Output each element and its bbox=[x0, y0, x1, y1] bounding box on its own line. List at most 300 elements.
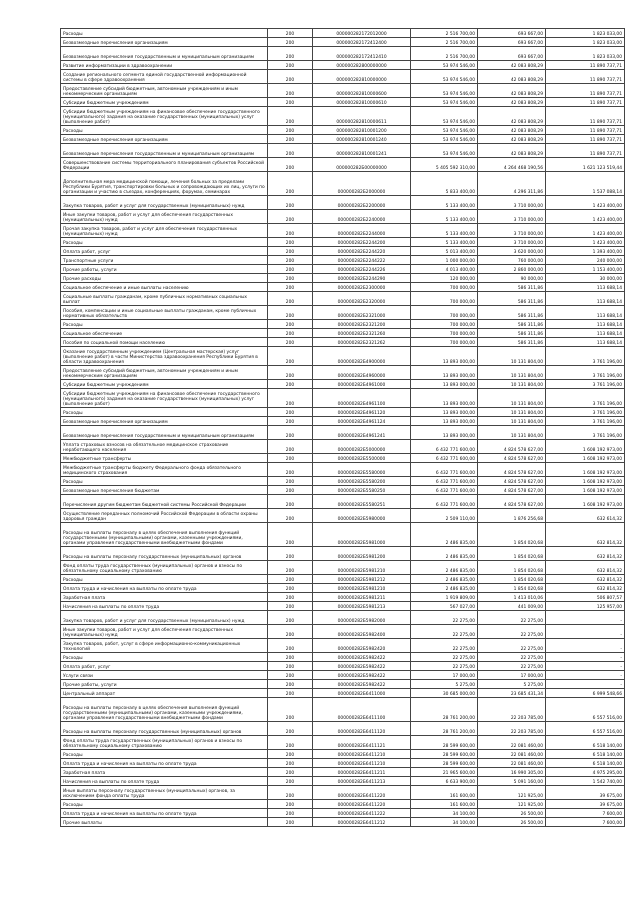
cell-gr: 200 bbox=[268, 561, 313, 575]
cell-b: 693 667,00 bbox=[478, 29, 546, 38]
cell-c: 125 957,00 bbox=[546, 602, 625, 611]
table-row bbox=[61, 84, 625, 98]
cell-b: 1 854 020,68 bbox=[478, 547, 546, 561]
cell-c: 11 890 737,71 bbox=[546, 70, 625, 84]
cell-gr: 200 bbox=[268, 759, 313, 768]
budget-report-sheet bbox=[60, 28, 622, 827]
cell-code: 000000282Б4900000 bbox=[313, 347, 411, 366]
cell-b: 22 275,00 bbox=[478, 653, 546, 662]
cell-b: 10 131 804,00 bbox=[478, 380, 546, 389]
cell-b: 1 854 020,68 bbox=[478, 523, 546, 547]
cell-name: Прочая закупка товаров, работ и услуг для обеспечения государственных (муниципальных) нужд bbox=[61, 224, 268, 238]
cell-a: 28 599 600,00 bbox=[411, 750, 478, 759]
cell-name: Субсидии бюджетным учреждениям на финансовое обеспечение государственного (муниципального) задания на оказание государственных (муниципальных) услуг (выполнение работ) bbox=[61, 107, 268, 126]
cell-b: 586 311,86 bbox=[478, 329, 546, 338]
cell-b: 22 203 785,00 bbox=[478, 722, 546, 736]
cell-name: Предоставление субсидий бюджетным, автономным учреждениям и иным некоммерческим организациям bbox=[61, 366, 268, 380]
cell-a: 5 275,00 bbox=[411, 680, 478, 689]
cell-gr: 200 bbox=[268, 777, 313, 786]
cell-c: 30 000,00 bbox=[546, 274, 625, 283]
cell-name: Прочие работы, услуги bbox=[61, 680, 268, 689]
cell-a: 34 100,00 bbox=[411, 809, 478, 818]
cell-name: Расходы bbox=[61, 408, 268, 417]
cell-gr: 200 bbox=[268, 256, 313, 265]
cell-code: 000000282Б5981212 bbox=[313, 575, 411, 584]
table-row bbox=[61, 61, 625, 70]
cell-a: 5 405 592 310,00 bbox=[411, 158, 478, 172]
cell-name: Прочие выплаты bbox=[61, 818, 268, 827]
cell-a: 6 432 771 600,00 bbox=[411, 477, 478, 486]
cell-gr: 200 bbox=[268, 653, 313, 662]
cell-a: 2 486 835,00 bbox=[411, 547, 478, 561]
cell-gr: 200 bbox=[268, 408, 313, 417]
table-row bbox=[61, 238, 625, 247]
cell-a: 28 599 600,00 bbox=[411, 736, 478, 750]
cell-name: Расходы bbox=[61, 238, 268, 247]
cell-code: 000000282Б4960000 bbox=[313, 366, 411, 380]
cell-a: 4 013 400,00 bbox=[411, 265, 478, 274]
cell-c: 506 807,57 bbox=[546, 593, 625, 602]
cell-b: 121 925,00 bbox=[478, 786, 546, 800]
cell-code: 000000282810000600 bbox=[313, 84, 411, 98]
cell-code: 000000282Б4961120 bbox=[313, 408, 411, 417]
cell-gr: 200 bbox=[268, 38, 313, 47]
cell-name: Субсидии бюджетным учреждениям bbox=[61, 380, 268, 389]
table-row bbox=[61, 283, 625, 292]
cell-gr: 200 bbox=[268, 283, 313, 292]
table-row bbox=[61, 523, 625, 547]
cell-code: 000000282Б6411211 bbox=[313, 768, 411, 777]
cell-code: 000000282Б5982422 bbox=[313, 653, 411, 662]
cell-name: Безвозмездные перечисления организациям bbox=[61, 135, 268, 144]
cell-a: 161 600,00 bbox=[411, 786, 478, 800]
cell-code: 000000282Б5982422 bbox=[313, 662, 411, 671]
cell-b: 42 083 808,29 bbox=[478, 70, 546, 84]
table-row bbox=[61, 602, 625, 611]
cell-b: 3 710 000,00 bbox=[478, 196, 546, 210]
cell-b: 22 081 460,00 bbox=[478, 736, 546, 750]
budget-table bbox=[60, 28, 625, 827]
cell-a: 2 509 110,00 bbox=[411, 509, 478, 523]
cell-name: Иные закупки товаров, работ и услуг для обеспечения государственных (муниципальных) нужд bbox=[61, 625, 268, 639]
cell-name: Безвозмездные перечисления государственным и муниципальным организациям bbox=[61, 144, 268, 158]
cell-gr: 200 bbox=[268, 210, 313, 224]
cell-code: 000000282Б6411213 bbox=[313, 777, 411, 786]
cell-code: 000000282Б5500000 bbox=[313, 454, 411, 463]
cell-name: Оплата труда и начисления на выплаты по оплате труда bbox=[61, 759, 268, 768]
cell-code: 000000282Б6411000 bbox=[313, 689, 411, 698]
cell-c: 632 814,32 bbox=[546, 575, 625, 584]
cell-name: Закупка товаров, работ, услуг в сфере информационно-коммуникационных технологий bbox=[61, 639, 268, 653]
table-row bbox=[61, 750, 625, 759]
cell-a: 161 600,00 bbox=[411, 800, 478, 809]
cell-code: 000000282Б5580250 bbox=[313, 486, 411, 495]
table-row bbox=[61, 454, 625, 463]
cell-code: 000000282810001200 bbox=[313, 126, 411, 135]
cell-name: Оплата труда и начисления на выплаты по оплате труда bbox=[61, 809, 268, 818]
cell-code: 000000282Б5982400 bbox=[313, 625, 411, 639]
cell-gr: 200 bbox=[268, 84, 313, 98]
table-row bbox=[61, 786, 625, 800]
cell-code: 000000282Б6411220 bbox=[313, 800, 411, 809]
cell-b: 22 275,00 bbox=[478, 662, 546, 671]
cell-a: 22 275,00 bbox=[411, 611, 478, 625]
cell-c: 6 518 140,00 bbox=[546, 750, 625, 759]
cell-a: 13 893 000,00 bbox=[411, 389, 478, 408]
cell-code: 000000282Б5981211 bbox=[313, 593, 411, 602]
cell-c: 6 518 140,00 bbox=[546, 759, 625, 768]
cell-c: - bbox=[546, 662, 625, 671]
cell-code: 000000282Б5981200 bbox=[313, 547, 411, 561]
cell-b: 90 000,00 bbox=[478, 274, 546, 283]
cell-a: 30 685 000,00 bbox=[411, 689, 478, 698]
cell-code: 000000282810000611 bbox=[313, 107, 411, 126]
cell-a: 6 633 900,00 bbox=[411, 777, 478, 786]
cell-c: 1 423 400,00 bbox=[546, 224, 625, 238]
cell-b: 42 083 808,29 bbox=[478, 107, 546, 126]
cell-code: 000000282Б6411121 bbox=[313, 736, 411, 750]
cell-a: 6 432 771 600,00 bbox=[411, 463, 478, 477]
cell-code: 000000282Б5981000 bbox=[313, 523, 411, 547]
cell-name: Заработная плата bbox=[61, 768, 268, 777]
table-row bbox=[61, 256, 625, 265]
cell-c: 1 423 400,00 bbox=[546, 210, 625, 224]
cell-b: 10 131 804,00 bbox=[478, 408, 546, 417]
cell-b: 1 854 020,68 bbox=[478, 575, 546, 584]
cell-a: 53 974 546,00 bbox=[411, 98, 478, 107]
cell-a: 5 133 400,00 bbox=[411, 238, 478, 247]
cell-name: Социальное обеспечение и иные выплаты населению bbox=[61, 283, 268, 292]
cell-name: Развитие информатизации в здравоохранении bbox=[61, 61, 268, 70]
cell-c: 1 153 400,00 bbox=[546, 265, 625, 274]
cell-code: 000000282172012000 bbox=[313, 29, 411, 38]
cell-a: 13 893 000,00 bbox=[411, 347, 478, 366]
cell-a: 22 275,00 bbox=[411, 653, 478, 662]
cell-a: 2 486 835,00 bbox=[411, 561, 478, 575]
cell-gr: 200 bbox=[268, 47, 313, 61]
cell-name: Расходы bbox=[61, 126, 268, 135]
cell-a: 5 133 400,00 bbox=[411, 210, 478, 224]
cell-b: 3 710 000,00 bbox=[478, 210, 546, 224]
cell-c: 240 000,00 bbox=[546, 256, 625, 265]
cell-gr: 200 bbox=[268, 575, 313, 584]
cell-c: 11 890 737,71 bbox=[546, 126, 625, 135]
cell-a: 567 027,00 bbox=[411, 602, 478, 611]
cell-a: 6 432 771 600,00 bbox=[411, 454, 478, 463]
cell-a: 2 486 835,00 bbox=[411, 584, 478, 593]
table-row bbox=[61, 818, 625, 827]
cell-code: 000000282Б2244226 bbox=[313, 265, 411, 274]
cell-gr: 200 bbox=[268, 786, 313, 800]
cell-a: 2 516 700,00 bbox=[411, 38, 478, 47]
cell-c: 113 688,14 bbox=[546, 320, 625, 329]
table-row bbox=[61, 759, 625, 768]
cell-gr: 200 bbox=[268, 265, 313, 274]
table-row bbox=[61, 417, 625, 426]
cell-name: Социальное обеспечение bbox=[61, 329, 268, 338]
cell-gr: 200 bbox=[268, 417, 313, 426]
cell-c: 3 761 196,00 bbox=[546, 366, 625, 380]
cell-c: 11 890 737,71 bbox=[546, 98, 625, 107]
table-row bbox=[61, 329, 625, 338]
cell-b: 586 311,86 bbox=[478, 320, 546, 329]
cell-c: 1 608 192 973,00 bbox=[546, 440, 625, 454]
cell-a: 5 013 400,00 bbox=[411, 247, 478, 256]
cell-name: Оплата работ, услуг bbox=[61, 247, 268, 256]
cell-code: 000000282800000000 bbox=[313, 61, 411, 70]
cell-name: Закупка товаров, работ и услуг для государственных (муниципальных) нужд bbox=[61, 611, 268, 625]
cell-gr: 200 bbox=[268, 196, 313, 210]
table-row bbox=[61, 107, 625, 126]
cell-a: 13 893 000,00 bbox=[411, 366, 478, 380]
cell-gr: 200 bbox=[268, 274, 313, 283]
cell-b: 42 083 808,29 bbox=[478, 98, 546, 107]
cell-c: 6 557 516,00 bbox=[546, 722, 625, 736]
cell-code: 000000282Б5981210 bbox=[313, 584, 411, 593]
cell-name: Уплата страховых взносов на обязательное медицинское страхование неработающего населения bbox=[61, 440, 268, 454]
cell-c: 3 761 196,00 bbox=[546, 408, 625, 417]
cell-name: Иные закупки товаров, работ и услуг для обеспечения государственных (муниципальных) нужд bbox=[61, 210, 268, 224]
cell-code: 000000282Б2244222 bbox=[313, 256, 411, 265]
cell-code: 000000282Б4961000 bbox=[313, 380, 411, 389]
cell-name: Иные выплаты персоналу государственных (муниципальных) органов, за исключением фонда оплаты труда bbox=[61, 786, 268, 800]
cell-gr: 200 bbox=[268, 680, 313, 689]
cell-c: 3 761 196,00 bbox=[546, 389, 625, 408]
cell-name: Оплата труда и начисления на выплаты по оплате труда bbox=[61, 584, 268, 593]
table-row bbox=[61, 625, 625, 639]
cell-name: Безвозмездные перечисления государственным и муниципальным организациям bbox=[61, 426, 268, 440]
table-row bbox=[61, 306, 625, 320]
cell-code: 000000282810000000 bbox=[313, 70, 411, 84]
cell-b: 26 500,00 bbox=[478, 818, 546, 827]
cell-c: 1 393 400,00 bbox=[546, 247, 625, 256]
cell-a: 53 974 546,00 bbox=[411, 126, 478, 135]
cell-name: Закупка товаров, работ и услуг для государственных (муниципальных) нужд bbox=[61, 196, 268, 210]
cell-name: Межбюджетные трансферты бюджету Федерального фонда обязательного медицинского страхования bbox=[61, 463, 268, 477]
cell-gr: 200 bbox=[268, 736, 313, 750]
cell-gr: 200 bbox=[268, 611, 313, 625]
cell-b: 42 083 808,29 bbox=[478, 135, 546, 144]
cell-a: 120 000,00 bbox=[411, 274, 478, 283]
cell-b: 22 275,00 bbox=[478, 611, 546, 625]
table-row bbox=[61, 29, 625, 38]
cell-code: 000000282Б4961241 bbox=[313, 426, 411, 440]
table-row bbox=[61, 274, 625, 283]
table-row bbox=[61, 463, 625, 477]
cell-c: - bbox=[546, 611, 625, 625]
cell-gr: 200 bbox=[268, 70, 313, 84]
cell-c: 3 761 196,00 bbox=[546, 417, 625, 426]
cell-gr: 200 bbox=[268, 292, 313, 306]
table-row bbox=[61, 292, 625, 306]
cell-c: - bbox=[546, 680, 625, 689]
table-row bbox=[61, 408, 625, 417]
cell-b: 760 000,00 bbox=[478, 256, 546, 265]
cell-b: 121 925,00 bbox=[478, 800, 546, 809]
cell-gr: 200 bbox=[268, 662, 313, 671]
table-row bbox=[61, 347, 625, 366]
table-row bbox=[61, 135, 625, 144]
cell-a: 700 000,00 bbox=[411, 329, 478, 338]
cell-name: Расходы bbox=[61, 575, 268, 584]
cell-gr: 200 bbox=[268, 29, 313, 38]
cell-gr: 200 bbox=[268, 135, 313, 144]
cell-code: 000000282Б2244220 bbox=[313, 247, 411, 256]
table-row bbox=[61, 698, 625, 722]
cell-b: 4 824 578 627,00 bbox=[478, 440, 546, 454]
cell-name: Начисления на выплаты по оплате труда bbox=[61, 777, 268, 786]
cell-a: 5 833 400,00 bbox=[411, 172, 478, 196]
cell-gr: 200 bbox=[268, 247, 313, 256]
cell-a: 2 516 700,00 bbox=[411, 29, 478, 38]
cell-b: 4 824 578 627,00 bbox=[478, 463, 546, 477]
cell-c: 11 890 737,71 bbox=[546, 135, 625, 144]
cell-gr: 200 bbox=[268, 602, 313, 611]
cell-code: 000000282Б2244290 bbox=[313, 274, 411, 283]
cell-name: Расходы bbox=[61, 653, 268, 662]
cell-gr: 200 bbox=[268, 477, 313, 486]
cell-a: 700 000,00 bbox=[411, 306, 478, 320]
cell-gr: 200 bbox=[268, 625, 313, 639]
cell-b: 3 620 000,00 bbox=[478, 247, 546, 256]
cell-name: Безвозмездные перечисления бюджетам bbox=[61, 486, 268, 495]
cell-name: Расходы bbox=[61, 750, 268, 759]
cell-name: Расходы на выплаты персоналу государственных (муниципальных) органов bbox=[61, 722, 268, 736]
cell-code: 000000282Б2320000 bbox=[313, 292, 411, 306]
cell-c: 6 518 140,00 bbox=[546, 736, 625, 750]
cell-c: 113 688,14 bbox=[546, 338, 625, 347]
cell-a: 2 486 835,00 bbox=[411, 575, 478, 584]
cell-a: 700 000,00 bbox=[411, 320, 478, 329]
cell-a: 700 000,00 bbox=[411, 338, 478, 347]
cell-b: 10 131 804,00 bbox=[478, 426, 546, 440]
table-row bbox=[61, 800, 625, 809]
table-row bbox=[61, 611, 625, 625]
cell-gr: 200 bbox=[268, 463, 313, 477]
cell-gr: 200 bbox=[268, 98, 313, 107]
cell-gr: 200 bbox=[268, 454, 313, 463]
cell-name: Начисления на выплаты по оплате труда bbox=[61, 602, 268, 611]
cell-code: 000000282Б5981213 bbox=[313, 602, 411, 611]
cell-a: 5 133 400,00 bbox=[411, 196, 478, 210]
cell-gr: 200 bbox=[268, 698, 313, 722]
cell-c: 1 823 033,00 bbox=[546, 29, 625, 38]
cell-name: Фонд оплаты труда государственных (муниципальных) органов и взносы по обязательному социальному страхованию bbox=[61, 736, 268, 750]
table-row bbox=[61, 593, 625, 602]
cell-b: 4 824 578 627,00 bbox=[478, 495, 546, 509]
cell-gr: 200 bbox=[268, 523, 313, 547]
table-row bbox=[61, 338, 625, 347]
cell-b: 586 311,86 bbox=[478, 306, 546, 320]
cell-a: 13 893 000,00 bbox=[411, 426, 478, 440]
cell-code: 000000282Б5981210 bbox=[313, 561, 411, 575]
cell-gr: 200 bbox=[268, 347, 313, 366]
cell-a: 28 599 600,00 bbox=[411, 759, 478, 768]
table-row bbox=[61, 777, 625, 786]
table-row bbox=[61, 38, 625, 47]
cell-c: 3 761 196,00 bbox=[546, 426, 625, 440]
cell-gr: 200 bbox=[268, 440, 313, 454]
cell-a: 53 974 546,00 bbox=[411, 144, 478, 158]
table-row bbox=[61, 389, 625, 408]
table-row bbox=[61, 210, 625, 224]
cell-code: 000000282Б5580200 bbox=[313, 477, 411, 486]
cell-b: 693 667,00 bbox=[478, 38, 546, 47]
cell-name: Дополнительная мера медицинской помощи, лечения больных за пределами Республики Бурятия, транспортировки больных и сопровождающих их лиц, услуги по организации и участию в съездах, конференциях, форумах, семинарах bbox=[61, 172, 268, 196]
cell-b: 1 876 256,68 bbox=[478, 509, 546, 523]
cell-gr: 200 bbox=[268, 722, 313, 736]
cell-b: 586 311,86 bbox=[478, 338, 546, 347]
cell-gr: 200 bbox=[268, 547, 313, 561]
cell-b: 10 131 804,00 bbox=[478, 366, 546, 380]
cell-b: 4 264 468 190,56 bbox=[478, 158, 546, 172]
cell-code: 000000282172412410 bbox=[313, 47, 411, 61]
cell-code: 000000282Б2000000 bbox=[313, 172, 411, 196]
cell-code: 000000282Б6411100 bbox=[313, 698, 411, 722]
cell-code: 000000282Б2321262 bbox=[313, 338, 411, 347]
cell-gr: 200 bbox=[268, 809, 313, 818]
cell-code: 000000282Б5982422 bbox=[313, 671, 411, 680]
cell-b: 22 275,00 bbox=[478, 639, 546, 653]
cell-b: 586 311,86 bbox=[478, 292, 546, 306]
table-row bbox=[61, 561, 625, 575]
cell-a: 1 000 000,00 bbox=[411, 256, 478, 265]
cell-gr: 200 bbox=[268, 768, 313, 777]
cell-code: 000000282810001241 bbox=[313, 144, 411, 158]
table-row bbox=[61, 495, 625, 509]
cell-gr: 200 bbox=[268, 61, 313, 70]
cell-name: Создание регионального сегмента единой государственной информационной системы в сфере здравоохранения bbox=[61, 70, 268, 84]
table-row bbox=[61, 70, 625, 84]
cell-gr: 200 bbox=[268, 818, 313, 827]
cell-name: Осуществление переданных полномочий Российской Федерации в области охраны здоровья граждан bbox=[61, 509, 268, 523]
cell-name: Расходы bbox=[61, 800, 268, 809]
cell-name: Заработная плата bbox=[61, 593, 268, 602]
cell-a: 1 919 809,00 bbox=[411, 593, 478, 602]
table-row bbox=[61, 380, 625, 389]
cell-code: 000000282Б2244200 bbox=[313, 238, 411, 247]
table-row bbox=[61, 477, 625, 486]
cell-a: 28 761 200,00 bbox=[411, 698, 478, 722]
cell-name: Субсидии бюджетным учреждениям на финансовое обеспечение государственного (муниципального) задания на оказание государственных (муниципальных) услуг (выполнение работ) bbox=[61, 389, 268, 408]
table-row bbox=[61, 247, 625, 256]
cell-name: Пособия по социальной помощи населению bbox=[61, 338, 268, 347]
cell-code: 000000282Б4961100 bbox=[313, 389, 411, 408]
cell-c: 1 608 192 973,00 bbox=[546, 477, 625, 486]
cell-a: 13 893 000,00 bbox=[411, 408, 478, 417]
cell-b: 23 685 431,34 bbox=[478, 689, 546, 698]
cell-a: 21 965 600,00 bbox=[411, 768, 478, 777]
cell-code: 000000282Б6411210 bbox=[313, 759, 411, 768]
cell-b: 4 824 578 627,00 bbox=[478, 486, 546, 495]
cell-name: Пособия, компенсации и иные социальные выплаты гражданам, кроме публичных нормативных обязательств bbox=[61, 306, 268, 320]
cell-b: 10 131 804,00 bbox=[478, 347, 546, 366]
cell-gr: 200 bbox=[268, 107, 313, 126]
cell-c: 1 423 400,00 bbox=[546, 196, 625, 210]
cell-c: 11 890 737,71 bbox=[546, 107, 625, 126]
cell-c: 632 814,32 bbox=[546, 523, 625, 547]
cell-a: 53 974 546,00 bbox=[411, 70, 478, 84]
cell-name: Субсидии бюджетным учреждениям bbox=[61, 98, 268, 107]
table-row bbox=[61, 653, 625, 662]
cell-code: 000000282Б5982420 bbox=[313, 639, 411, 653]
cell-code: 000000282Б2244000 bbox=[313, 224, 411, 238]
cell-name: Прочие расходы bbox=[61, 274, 268, 283]
cell-c: 632 814,32 bbox=[546, 547, 625, 561]
cell-a: 5 133 400,00 bbox=[411, 224, 478, 238]
cell-c: 1 608 192 973,00 bbox=[546, 454, 625, 463]
cell-code: 000000282Б2200000 bbox=[313, 196, 411, 210]
